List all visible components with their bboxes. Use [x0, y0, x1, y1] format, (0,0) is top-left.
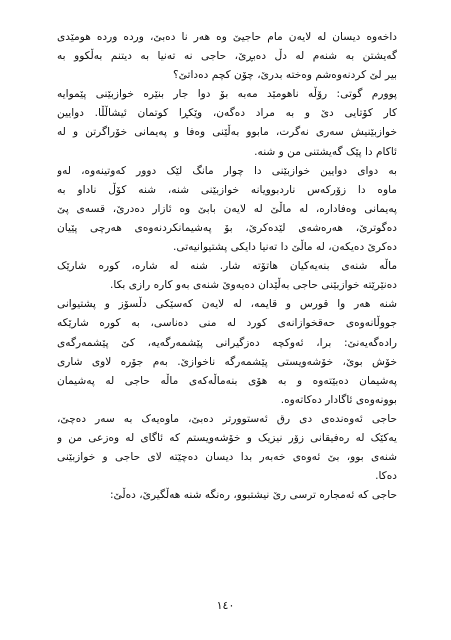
text-line: پەشیمان دەبێتەوە و بە هۆی بنەماڵەکەی ماڵە حاجی لە پەشیمان	[57, 374, 397, 387]
body-text	[57, 28, 397, 505]
text-line: ماوە دا زۆرکەس ناردبوویانە خوازبێنی شنە، شنە کۆڵ ناداو بە	[57, 183, 397, 196]
text-line: بوونەوەی ئاگادار دەکاتەوە.	[280, 393, 397, 406]
text-line: پەیمانی وەفادارە، لە ماڵێ لە لایەن بابێ وە ئازار دەدرێ، قسەی پێ	[57, 202, 397, 215]
text-line: جووڵانەوەی حەقخوازانەی کورد لە منی دەناسی، بە کورە شارێکە	[57, 317, 397, 330]
text-line: کار کۆتایی دێ و بە مراد دەگەن، وێکڕا کوتمان ئیشاڵڵا. دوایین	[57, 107, 397, 120]
text-line: دەنێرێتە خوازبێنی حاجی بەڵێدان دەیەوێ شنەی بەو کارە رازی بکا.	[109, 279, 397, 292]
text-line: ماڵە شنەی بنەیەکیان هاتۆتە شار. شنە لە شارە، کورە شارێک	[57, 260, 397, 273]
paragraph-4	[57, 257, 397, 295]
paragraph-1	[57, 28, 397, 85]
text-line: شنە هەر وا قورس و قایمە، لە لایەن کەسێکی دڵسۆز و پشتیوانی	[57, 298, 397, 311]
text-line: داخەوە دیسان لە لایەن مام حاجیێ وە هەر نا دەبێ، وردە وردە هومێدی	[57, 31, 397, 43]
text-line: پوورم گوتی: رۆڵە ناهومێد مەبە بۆ دوا جار بنێرە خوازبێنی پێموایە	[57, 88, 397, 101]
text-line: ئاکام دا پێک گەیشتنی من و شنە.	[254, 145, 397, 158]
page-number: ١٤٠	[216, 599, 235, 612]
paragraph-3	[57, 162, 397, 257]
text-line: حاجی کە ئەمجارە ترسی رێ نیشتبوو، رەنگە شنە هەڵگیرێ، دەڵێ:	[109, 489, 397, 502]
text-line: دەکرێ دەیکەن، لە ماڵێ دا تەنیا دایکی پشتیوانیەتی.	[173, 241, 397, 254]
text-line: دەگوترێ، هەرەشەی لێدەکرێ، بۆ پەشیمانکردنەوەی هەرچی پێیان	[57, 221, 397, 234]
text-line: خوازبێنیش سەری نەگرت، مابوو بەڵێنی وەفا و پەیمانی خۆراگرتن و لە	[57, 126, 397, 139]
paragraph-5	[57, 295, 397, 410]
text-line: حاجی ئەوەندەی دی رق ئەستوورتر دەبێ، ماوەیەک بە سەر دەچێ،	[57, 412, 397, 425]
text-line: بە دوای دوایین خوازبێنی دا چوار مانگ لێک دوور کەوتینەوە، لەو	[57, 164, 397, 177]
paragraph-6	[57, 410, 397, 486]
text-line: خۆش بوێ، خۆشەویستی پێشمەرگە ناخوازێ. بەم جۆرە لاوی شاری	[57, 355, 397, 368]
paragraph-2	[57, 85, 397, 161]
text-line: دەکا.	[375, 470, 397, 483]
text-line: شنەی بوو، بێ ئەوەی خەبەر بدا دیسان دەچێتە لای حاجی و خوازبێنی	[57, 451, 397, 464]
paragraph-7	[57, 486, 397, 505]
text-line: بیر لێ کردنەوەشم وەختە بدرێ، چۆن کچم دەداتێ؟	[173, 69, 397, 82]
text-line: گەیشتن بە شنەم لە دڵ دەبڕێ، حاجی نە تەنیا بە دیتنم بەڵکوو بە	[57, 50, 397, 63]
text-line: یەکێک لە رەفیقانی زۆر نیزیک و خۆشەویستم کە ئاگای لە وەزعی من و	[57, 431, 397, 444]
text-line: رادەگەیەنێ: برا، ئەوکچە دەزگیرانی پێشمەرگەیە، کێ پێشمەرگەی	[57, 336, 397, 349]
